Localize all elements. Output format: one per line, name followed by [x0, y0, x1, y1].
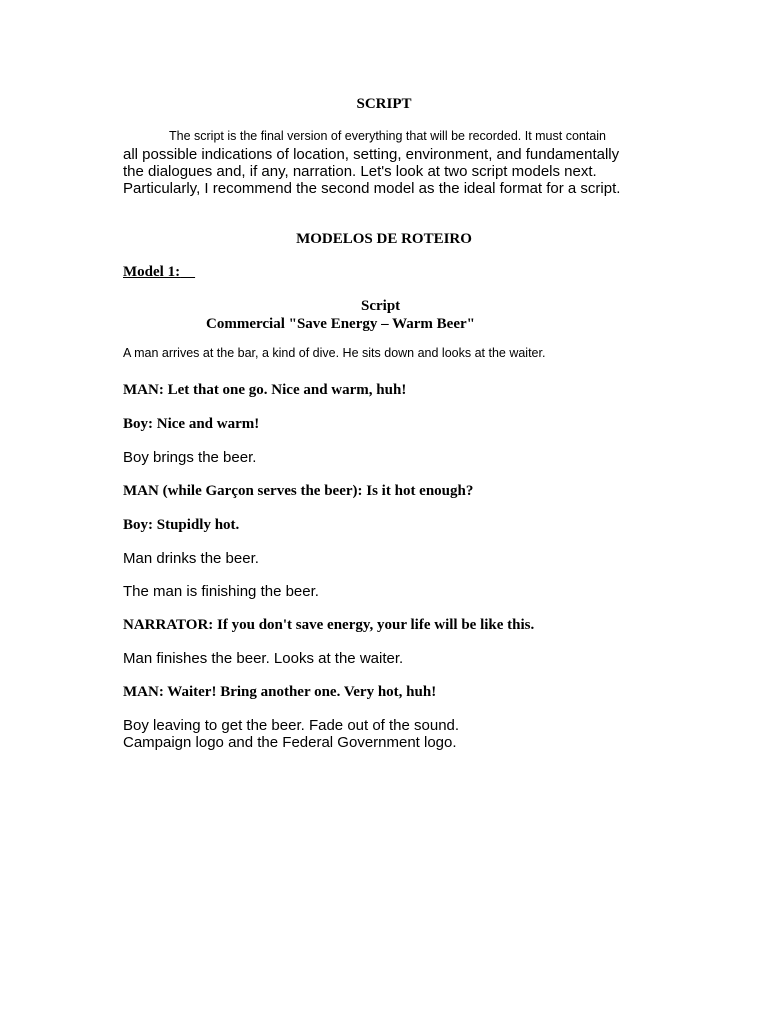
script-line: MAN: Waiter! Bring another one. Very hot, huh!: [123, 684, 437, 700]
intro-line: Particularly, I recommend the second model as the ideal format for a script.: [123, 180, 621, 197]
closing-line: Campaign logo and the Federal Government logo.: [123, 734, 457, 751]
scene-intro: A man arrives at the bar, a kind of dive. He sits down and looks at the waiter.: [123, 346, 546, 360]
document-title: SCRIPT: [356, 96, 412, 112]
model-label: Model 1:: [123, 264, 181, 280]
closing-line: Boy leaving to get the beer. Fade out of the sound.: [123, 717, 460, 734]
intro-line: all possible indications of location, setting, environment, and fundamentally: [123, 146, 620, 163]
script-line: NARRATOR: If you don't save energy, your life will be like this.: [123, 617, 535, 633]
section-heading: MODELOS DE ROTEIRO: [296, 231, 472, 247]
intro-first-line: The script is the final version of everything that will be recorded. It must contain: [169, 129, 607, 143]
script-line: Boy brings the beer.: [123, 449, 257, 466]
script-line: Boy: Nice and warm!: [123, 416, 260, 432]
script-title: Script: [361, 298, 401, 314]
script-line: Man drinks the beer.: [123, 550, 259, 567]
model-label-wrap: [123, 264, 195, 281]
script-line: Man finishes the beer. Looks at the waiter.: [123, 650, 404, 667]
script-line: MAN (while Garçon serves the beer): Is it hot enough?: [123, 483, 474, 499]
script-line: The man is finishing the beer.: [123, 583, 319, 600]
script-line: Boy: Stupidly hot.: [123, 517, 240, 533]
intro-paragraph: [123, 146, 620, 197]
intro-line: the dialogues and, if any, narration. Let's look at two script models next.: [123, 163, 597, 180]
script-line: MAN: Let that one go. Nice and warm, huh!: [123, 382, 407, 398]
script-subtitle: Commercial "Save Energy – Warm Beer": [206, 316, 475, 332]
